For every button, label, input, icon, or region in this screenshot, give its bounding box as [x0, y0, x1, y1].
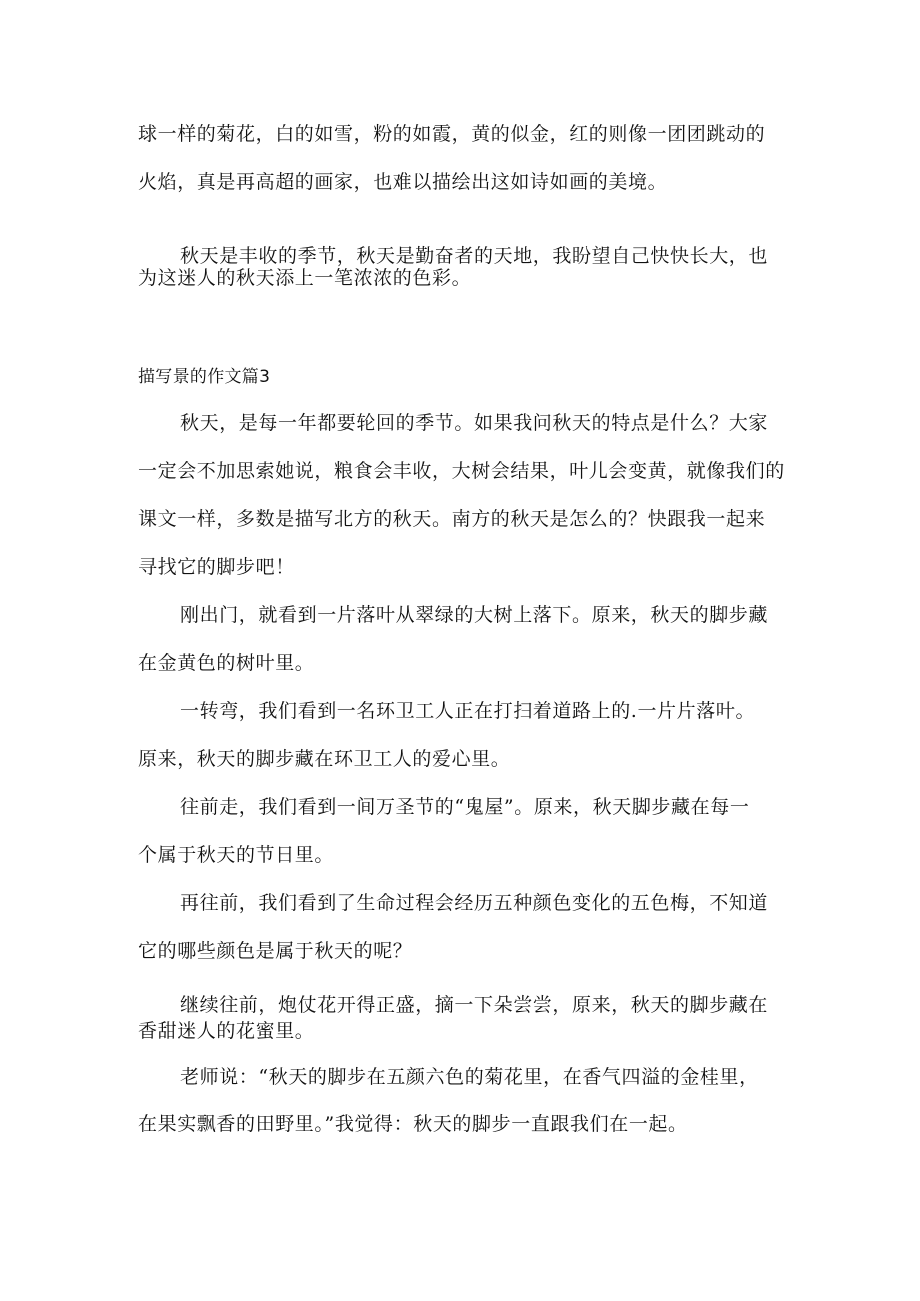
- paragraph-7-line-2: 它的哪些颜色是属于秋天的呢？: [138, 940, 413, 962]
- paragraph-2-line-2: 为这迷人的秋天添上一笔浓浓的色彩。: [138, 267, 472, 289]
- paragraph-5-line-2: 原来，秋天的脚步藏在环卫工人的爱心里。: [138, 748, 511, 770]
- paragraph-9-line-1: 老师说：“秋天的脚步在五颜六色的菊花里，在香气四溢的金桂里，: [180, 1066, 759, 1088]
- paragraph-5-line-1: 一转弯，我们看到一名环卫工人正在打扫着道路上的.一片片落叶。: [180, 700, 756, 722]
- paragraph-4-line-2: 在金黄色的树叶里。: [138, 652, 315, 674]
- paragraph-8-line-1: 继续往前，炮仗花开得正盛，摘一下朵尝尝，原来，秋天的脚步藏在: [180, 994, 769, 1016]
- paragraph-6-line-2: 个属于秋天的节日里。: [138, 844, 335, 866]
- paragraph-6-line-1: 往前走，我们看到一间万圣节的“鬼屋”。原来，秋天脚步藏在每一: [180, 796, 750, 818]
- paragraph-3-line-1: 秋天，是每一年都要轮回的季节。如果我问秋天的特点是什么？大家: [180, 412, 769, 434]
- paragraph-1-line-2: 火焰，真是再高超的画家，也难以描绘出这如诗如画的美境。: [138, 171, 668, 193]
- paragraph-3-line-2: 一定会不加思索她说，粮食会丰收，大树会结果，叶儿会变黄，就像我们的: [138, 460, 785, 482]
- paragraph-4-line-1: 刚出门，就看到一片落叶从翠绿的大树上落下。原来，秋天的脚步藏: [180, 604, 769, 626]
- paragraph-3-line-4: 寻找它的脚步吧！: [138, 556, 295, 578]
- paragraph-1-line-1: 球一样的菊花，白的如雪，粉的如霞，黄的似金，红的则像一团团跳动的: [138, 123, 766, 145]
- paragraph-2-line-1: 秋天是丰收的季节，秋天是勤奋者的天地，我盼望自己快快长大，也: [180, 245, 769, 267]
- paragraph-7-line-1: 再往前，我们看到了生命过程会经历五种颜色变化的五色梅，不知道: [180, 892, 769, 914]
- paragraph-8-line-2: 香甜迷人的花蜜里。: [138, 1020, 315, 1042]
- paragraph-9-line-2: 在果实飘香的田野里。”我觉得：秋天的脚步一直跟我们在一起。: [138, 1113, 688, 1135]
- paragraph-3-line-3: 课文一样，多数是描写北方的秋天。南方的秋天是怎么的？快跟我一起来: [138, 508, 766, 530]
- section-heading: 描写景的作文篇3: [138, 367, 271, 387]
